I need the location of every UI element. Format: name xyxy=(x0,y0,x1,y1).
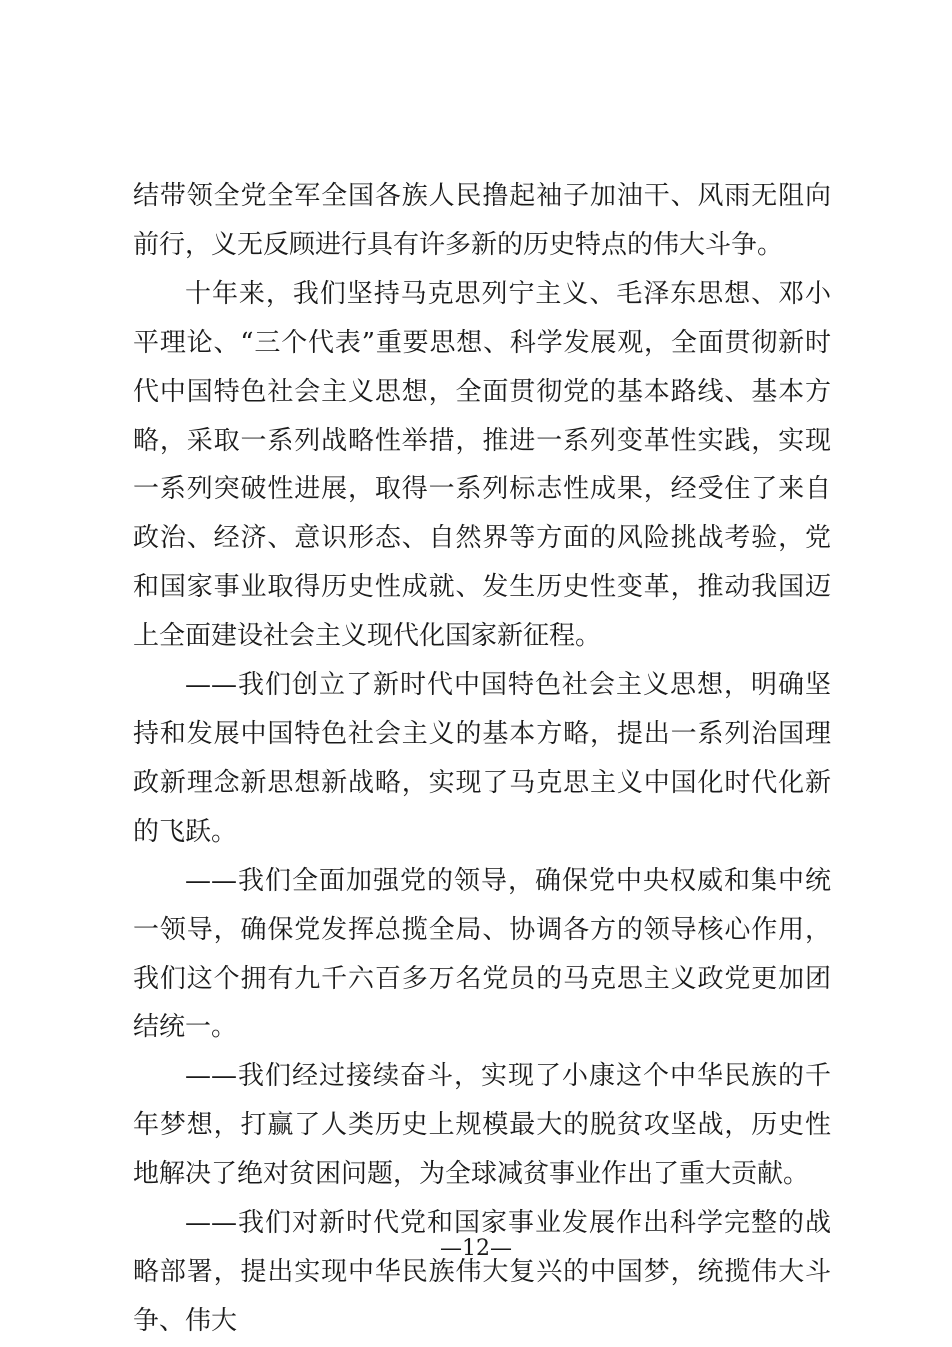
page-number: —12— xyxy=(440,1236,512,1261)
paragraph-poverty-alleviation: ——我们经过接续奋斗，实现了小康这个中华民族的千年梦想，打赢了人类历史上规模最大的脱贫攻坚战，历史性地解决了绝对贫困问题，为全球减贫事业作出了重大贡献。 xyxy=(133,1061,831,1190)
paragraph-new-era-thought: ——我们创立了新时代中国特色社会主义思想，明确坚持和发展中国特色社会主义的基本方略，提出一系列治国理政新理念新思想新战略，实现了马克思主义中国化时代化新的飞跃。 xyxy=(133,670,831,847)
paragraph-ten-years: 十年来，我们坚持马克思列宁主义、毛泽东思想、邓小平理论、“三个代表”重要思想、科学发展观，全面贯彻新时代中国特色社会主义思想，全面贯彻党的基本路线、基本方略，采取一系列战略性举措，推进一系列变革性实践，实现一系列突破性进展，取得一系列标志性成果，经受住了来自政治、经济、意识形态、自然界等方面的风险挑战考验，党和国家事业取得历史性成就、发生历史性变革，推动我国迈上全面建设社会主义现代化国家新征程。 xyxy=(133,278,831,652)
paragraph-continued: 结带领全党全军全国各族人民撸起袖子加油干、风雨无阻向前行，义无反顾进行具有许多新的历史特点的伟大斗争。 xyxy=(133,181,831,260)
paragraph-party-leadership: ——我们全面加强党的领导，确保党中央权威和集中统一领导，确保党发挥总揽全局、协调各方的领导核心作用，我们这个拥有九千六百多万名党员的马克思主义政党更加团结统一。 xyxy=(133,865,831,1043)
paragraph-strategic-plan: ——我们对新时代党和国家事业发展作出科学完整的战略部署，提出实现中华民族伟大复兴的中国梦，统揽伟大斗争、伟大 xyxy=(133,1208,831,1336)
document-body xyxy=(133,172,831,1346)
